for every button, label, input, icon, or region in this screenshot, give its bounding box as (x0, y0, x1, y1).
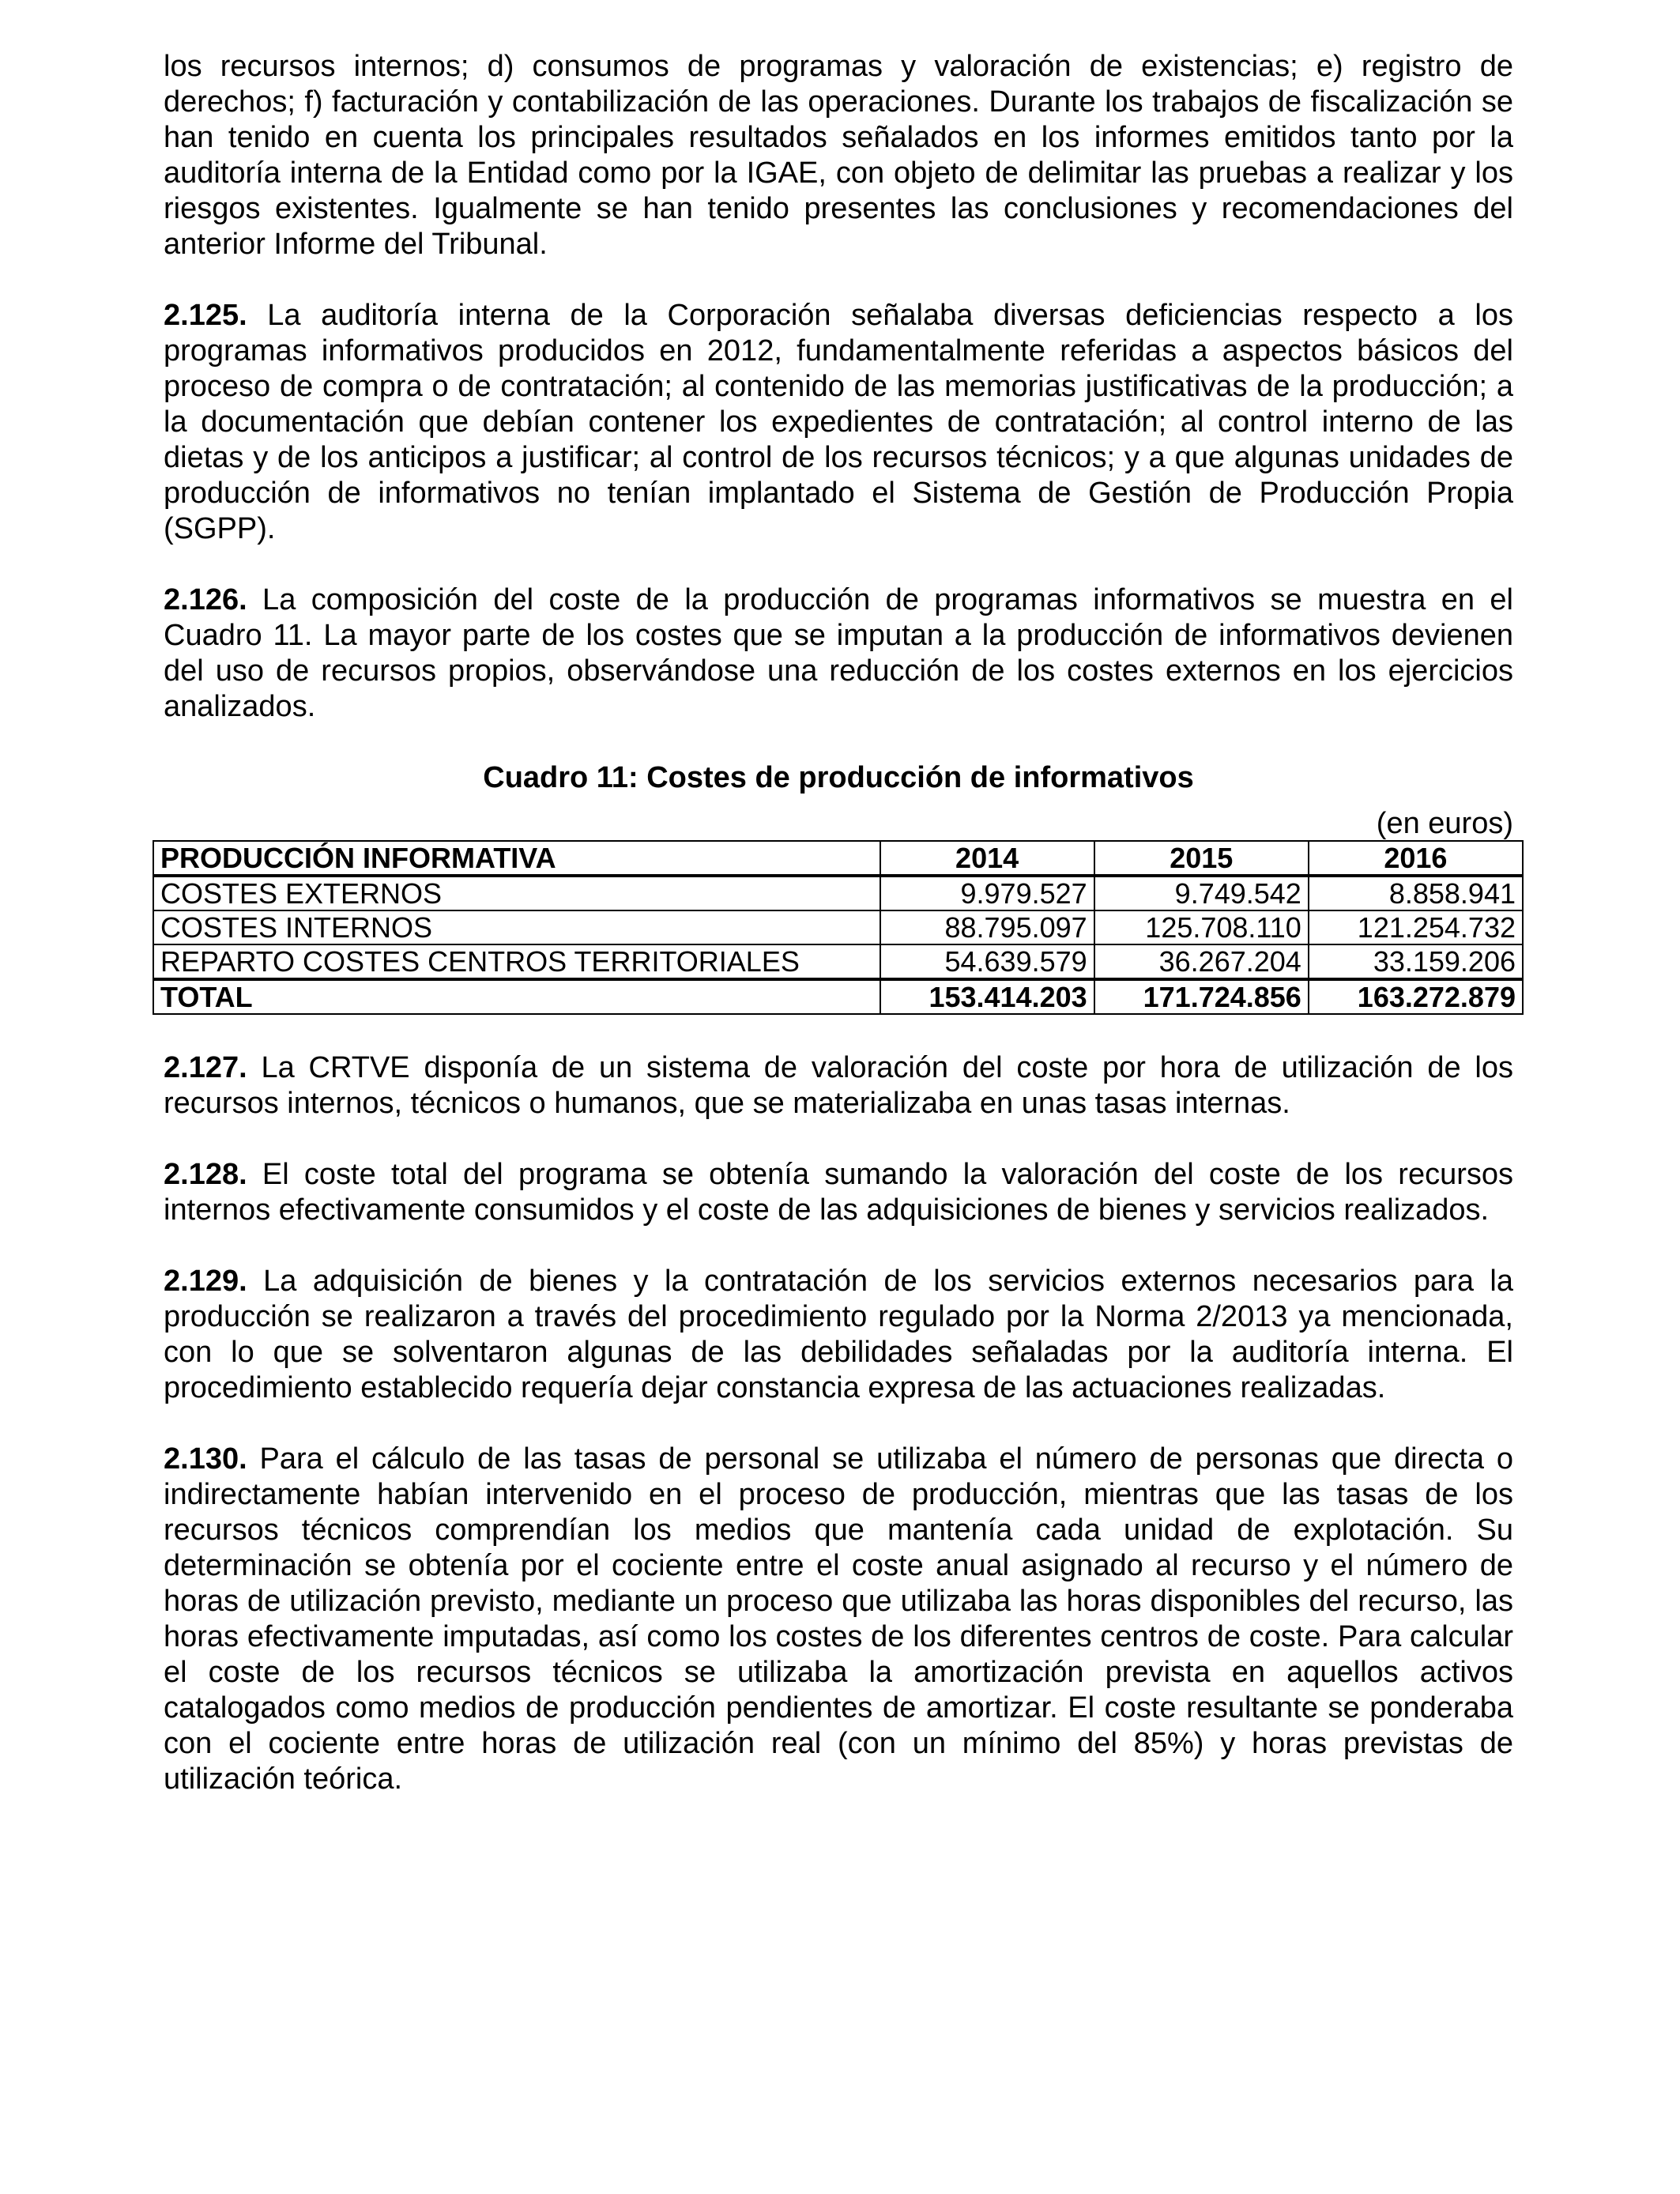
paragraph-2-130 (164, 1442, 1513, 1797)
total-2016: 163.272.879 (1309, 979, 1523, 1014)
cell-2016: 121.254.732 (1309, 910, 1523, 944)
column-header-2016: 2016 (1309, 841, 1523, 876)
row-label: COSTES INTERNOS (153, 910, 880, 944)
paragraph-number: 2.126. (164, 583, 247, 616)
paragraph-text: Para el cálculo de las tasas de personal se utilizaba el número de personas que directa o indirectamente habían intervenido en el proceso de producción, mientras que las tasas de los recursos técnicos comprendían los medios que mantenía cada unidad de explotación. Su determinación se obtenía por el cociente entre el coste anual asignado al recurso y el número de horas de utilización previsto, mediante un proceso que utilizaba las horas disponibles del recurso, las horas efectivamente imputadas, así como los costes de los diferentes centros de coste. Para calcular el coste de los recursos técnicos se utilizaba la amortización prevista en aquellos activos catalogados como medios de producción pendientes de amortizar. El coste resultante se ponderaba con el cociente entre horas de utilización real (con un mínimo del 85%) y horas previstas de utilización teórica. (164, 1442, 1513, 1796)
table-unit: (en euros) (1376, 807, 1513, 840)
cell-2015: 9.749.542 (1094, 876, 1309, 910)
paragraph-2-128 (164, 1157, 1513, 1228)
table-total-row (153, 979, 1523, 1014)
total-2015: 171.724.856 (1094, 979, 1309, 1014)
paragraph-text: La adquisición de bienes y la contratación de los servicios externos necesarios para la producción se realizaron a través del procedimiento regulado por la Norma 2/2013 ya mencionada, con lo que se solventaron algunas de las debilidades señaladas por la auditoría interna. El procedimiento establecido requería dejar constancia expresa de las actuaciones realizadas. (164, 1265, 1513, 1404)
paragraph-number: 2.128. (164, 1158, 247, 1191)
paragraph-number: 2.129. (164, 1265, 247, 1298)
paragraph-2-126 (164, 582, 1513, 725)
table-row (153, 910, 1523, 944)
paragraph-number: 2.127. (164, 1051, 247, 1084)
paragraph-number: 2.125. (164, 299, 247, 332)
row-label: COSTES EXTERNOS (153, 876, 880, 910)
paragraph-number: 2.130. (164, 1442, 247, 1476)
costs-table (153, 840, 1524, 1015)
paragraph-2-127 (164, 1050, 1513, 1122)
column-header-2015: 2015 (1094, 841, 1309, 876)
cell-2015: 36.267.204 (1094, 944, 1309, 979)
paragraph-text: La auditoría interna de la Corporación señalaba diversas deficiencias respecto a los programas informativos producidos en 2012, fundamentalmente referidas a aspectos básicos del proceso de compra o de contratación; al contenido de las memorias justificativas de la producción; a la documentación que debían contener los expedientes de contratación; al control interno de las dietas y de los anticipos a justificar; al control de los recursos técnicos; y a que algunas unidades de producción de informativos no tenían implantado el Sistema de Gestión de Producción Propia (SGPP). (164, 299, 1513, 545)
paragraph-2-129 (164, 1264, 1513, 1406)
paragraph-2-125 (164, 298, 1513, 547)
paragraph-continuation (164, 49, 1513, 262)
table-header-row (153, 841, 1523, 876)
paragraph-text: La CRTVE disponía de un sistema de valoración del coste por hora de utilización de los recursos internos, técnicos o humanos, que se materializaba en unas tasas internas. (164, 1051, 1513, 1120)
table-row (153, 876, 1523, 910)
paragraph-text: El coste total del programa se obtenía sumando la valoración del coste de los recursos internos efectivamente consumidos y el coste de las adquisiciones de bienes y servicios realizados. (164, 1158, 1513, 1227)
cell-2014: 54.639.579 (880, 944, 1094, 979)
document-page (160, 49, 1516, 1833)
cell-2015: 125.708.110 (1094, 910, 1309, 944)
table-title: Cuadro 11: Costes de producción de informativos (483, 761, 1194, 794)
cell-2016: 8.858.941 (1309, 876, 1523, 910)
paragraph-text: La composición del coste de la producción de programas informativos se muestra en el Cuadro 11. La mayor parte de los costes que se imputan a la producción de informativos devienen del uso de recursos propios, observándose una reducción de los costes externos en los ejercicios analizados. (164, 583, 1513, 723)
cell-2016: 33.159.206 (1309, 944, 1523, 979)
column-header-label: PRODUCCIÓN INFORMATIVA (153, 841, 880, 876)
row-label: REPARTO COSTES CENTROS TERRITORIALES (153, 944, 880, 979)
table-row (153, 944, 1523, 979)
paragraph-text: los recursos internos; d) consumos de programas y valoración de existencias; e) registro de derechos; f) facturación y contabilización de las operaciones. Durante los trabajos de fiscalización se han tenido en cuenta los principales resultados señalados en los informes emitidos tanto por la auditoría interna de la Entidad como por la IGAE, con objeto de delimitar las pruebas a realizar y los riesgos existentes. Igualmente se han tenido presentes las conclusiones y recomendaciones del anterior Informe del Tribunal. (164, 50, 1513, 261)
total-label: TOTAL (153, 979, 880, 1014)
total-2014: 153.414.203 (880, 979, 1094, 1014)
cell-2014: 9.979.527 (880, 876, 1094, 910)
cell-2014: 88.795.097 (880, 910, 1094, 944)
column-header-2014: 2014 (880, 841, 1094, 876)
